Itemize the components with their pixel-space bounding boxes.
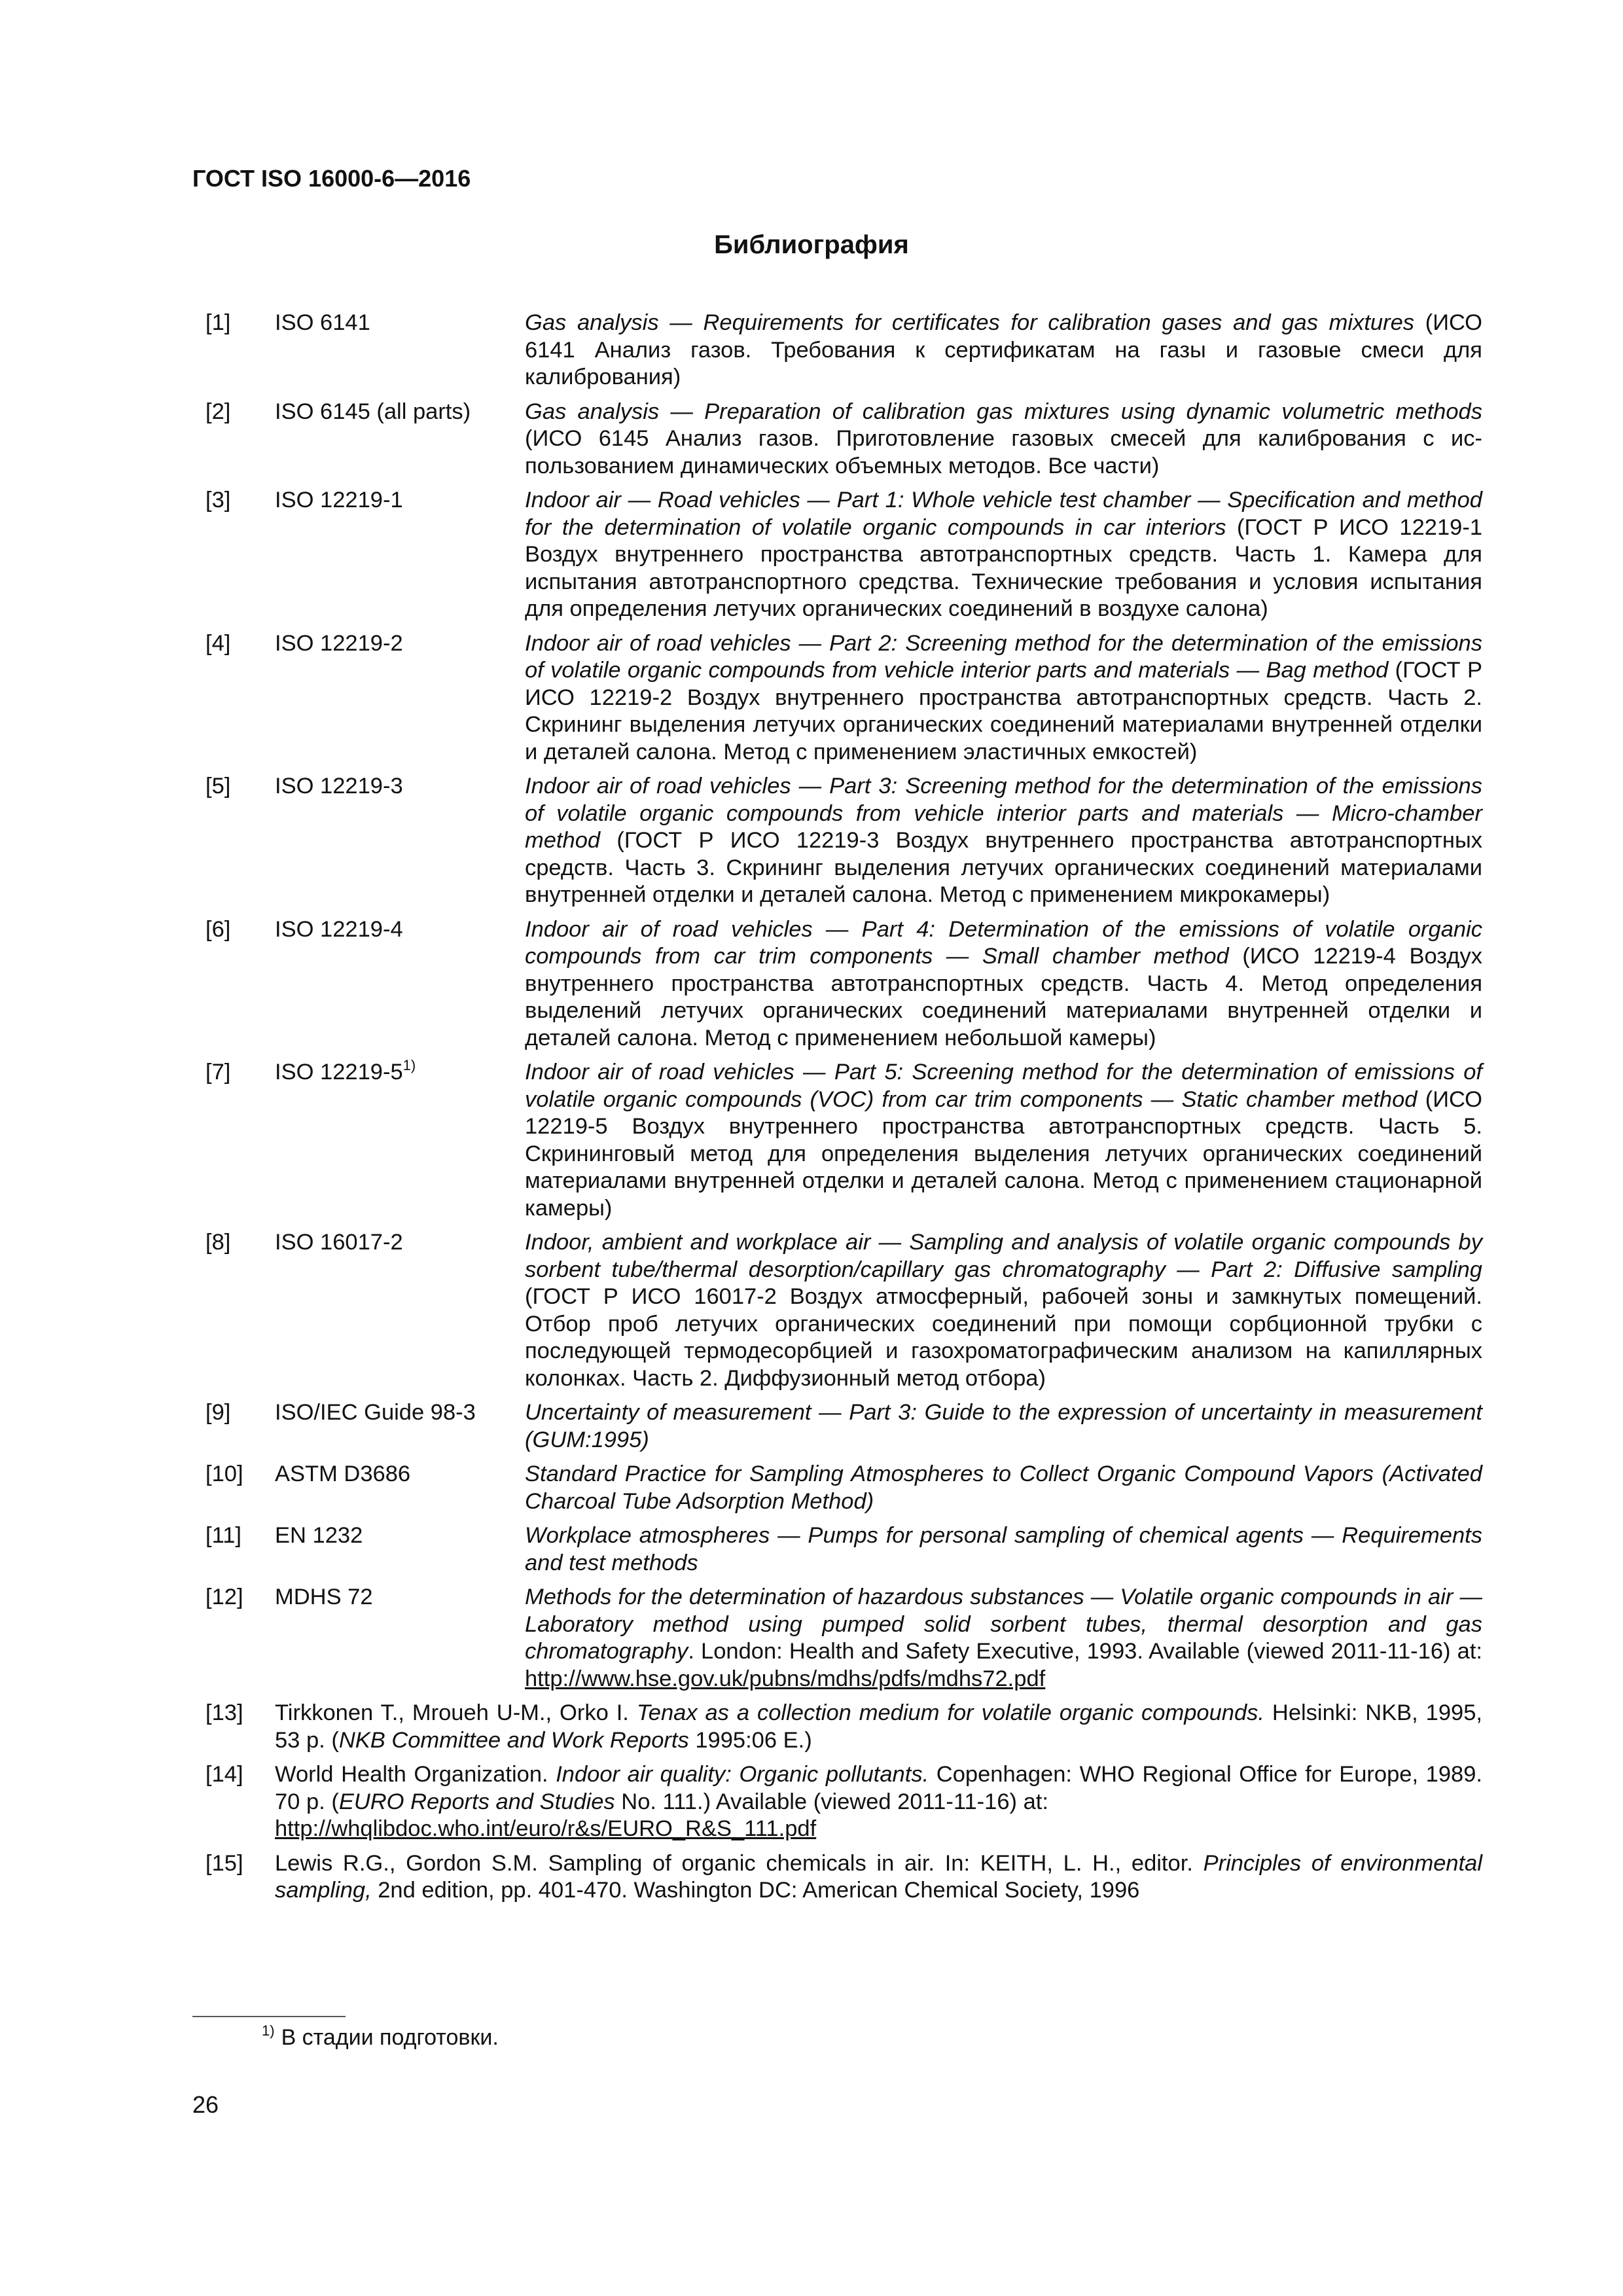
reference-description: World Health Organization. Indoor air quality: Organic pollutants. Copenhagen: WHO Regional Office for Europe, 1989. 70 p. (EURO Reports and Studies No. 111.) Available (viewed 2011-11-16) at: http://whqlibdoc.who.int/euro/r&s/EURO_R&S_111.pdf	[275, 1762, 1482, 1841]
reference-standard: ISO 12219-1	[275, 488, 403, 512]
reference-number: [12]	[205, 1585, 243, 1609]
reference-description: Indoor air — Road vehicles — Part 1: Whole vehicle test chamber — Specification and method for the determination of volatile organic compounds in car interiors (ГОСТ Р ИСО 12219-1 Воздух внутреннего пространства автотранспортных средств. Часть 1. Камера для испытания автотранспортного средства. Технические требования и условия испытания для определения летучих органических соединений в воздухе салона)	[525, 488, 1483, 621]
reference-entry	[192, 487, 1482, 623]
reference-description: Indoor air of road vehicles — Part 2: Screening method for the determination of the emissions of volatile organic compounds from vehicle interior parts and materials — Bag method (ГОСТ Р ИСО 12219-2 Воздух внутреннего пространства автотранспортных средств. Часть 2. Скрининг выделения летучих органических соединений материалами внутренней отделки и деталей салона. Метод с применением эластичных емкостей)	[525, 630, 1482, 764]
reference-description: Lewis R.G., Gordon S.M. Sampling of organic chemicals in air. In: KEITH, L. H., editor. Principles of environmental sampling, 2nd edition, pp. 401-470. Washington DC: American Chemical Society, 1996	[275, 1850, 1483, 1903]
reference-standard: ISO 16017-2	[275, 1230, 403, 1255]
reference-standard: ISO 12219-2	[275, 630, 403, 656]
reference-description: Tirkkonen T., Mroueh U-M., Orko I. Tenax as a collection medium for volatile organic compounds. Helsinki: NKB, 1995, 53 p. (NKB Committee and Work Reports 1995:06 E.)	[275, 1700, 1483, 1753]
reference-link[interactable]: http://whqlibdoc.who.int/euro/r&s/EURO_R&S_111.pdf	[275, 1816, 817, 1841]
reference-description: Workplace atmospheres — Pumps for personal sampling of chemical agents — Requirements and test methods	[525, 1523, 1482, 1575]
reference-number: [4]	[205, 630, 231, 656]
reference-number: [3]	[205, 488, 231, 512]
footnote	[262, 2022, 499, 2051]
reference-description: Methods for the determination of hazardous substances — Volatile organic compounds in air — Laboratory method using pumped solid sorbent tubes, thermal desorption and gas chromatography. London: Health and Safety Executive, 1993. Available (viewed 2011-11-16) at: http://www.hse.gov.uk/pubns/mdhs/pdfs/mdhs72.pdf	[525, 1585, 1482, 1691]
reference-entry	[192, 1522, 1482, 1577]
reference-description: Gas analysis — Requirements for certificates for calibration gases and gas mixtures (ИСО 6141 Анализ газов. Требования к сертификатам на газы и газовые смеси для калибрования)	[525, 310, 1482, 389]
reference-description: Indoor air of road vehicles — Part 5: Screening method for the determination of emissions of volatile organic compounds (VOC) from car trim components — Static chamber method (ИСО 12219-5 Воздух внутреннего пространства автотранспортных средств. Часть 5. Скрининговый метод для определения выделения летучих органических соединений материалами внутренней отделки и деталей салона. Метод с применением стационарной камеры)	[525, 1060, 1482, 1221]
reference-description: Uncertainty of measurement — Part 3: Guide to the expression of uncertainty in measurement (GUM:1995)	[525, 1400, 1482, 1452]
reference-entry	[192, 1399, 1482, 1454]
reference-standard: ASTM D3686	[275, 1462, 411, 1486]
bibliography-list	[192, 310, 1482, 1912]
reference-number: [1]	[205, 310, 231, 335]
reference-number: [15]	[205, 1850, 243, 1876]
reference-description: Indoor air of road vehicles — Part 3: Screening method for the determination of the emissions of volatile organic compounds from vehicle interior parts and materials — Micro-chamber method (ГОСТ Р ИСО 12219-3 Воздух внутреннего пространства автотранспортных средств. Часть 3. Скрининг выделения летучих органических соединений материалами внутренней отделки и деталей салона. Метод с применением микрокамеры)	[525, 774, 1482, 907]
footnote-text: В стадии подготовки.	[281, 2025, 499, 2050]
reference-entry	[192, 916, 1482, 1052]
reference-entry	[192, 1761, 1482, 1843]
reference-entry	[192, 1850, 1482, 1905]
reference-entry	[192, 399, 1482, 480]
reference-standard: ISO 12219-5$^{1)}$	[275, 1057, 416, 1085]
reference-standard: ISO 6141	[275, 310, 370, 335]
footnote-mark: 1)	[262, 2022, 275, 2039]
reference-entry	[192, 1700, 1482, 1754]
reference-description: Indoor air of road vehicles — Part 4: Determination of the emissions of volatile organic compounds from car trim components — Small chamber method (ИСО 12219-4 Воздух внутреннего пространства автотранспортных средств. Часть 4. Метод определения выделений летучих органических соединений материалами внутренней отделки и деталей салона. Метод с применением небольшой камеры)	[525, 916, 1482, 1050]
footnote-marker: 1)	[402, 1057, 416, 1073]
reference-standard: MDHS 72	[275, 1585, 373, 1609]
reference-number: [5]	[205, 774, 231, 798]
reference-description: Standard Practice for Sampling Atmospheres to Collect Organic Compound Vapors (Activated Charcoal Tube Adsorption Method)	[525, 1462, 1482, 1514]
reference-standard: ISO/IEC Guide 98-3	[275, 1400, 476, 1425]
reference-number: [2]	[205, 399, 231, 424]
reference-number: [10]	[205, 1462, 243, 1486]
reference-entry	[192, 1461, 1482, 1515]
reference-entry	[192, 1059, 1482, 1222]
reference-number: [9]	[205, 1400, 231, 1425]
page-number: 26	[192, 2091, 219, 2118]
reference-entry	[192, 1584, 1482, 1693]
reference-standard: ISO 12219-4	[275, 916, 403, 942]
reference-number: [11]	[205, 1523, 241, 1548]
reference-standard: EN 1232	[275, 1523, 363, 1548]
reference-number: [7]	[205, 1060, 231, 1085]
footnote-divider	[192, 2016, 346, 2017]
reference-entry	[192, 1229, 1482, 1392]
reference-link[interactable]: http://www.hse.gov.uk/pubns/mdhs/pdfs/mdhs72.pdf	[525, 1666, 1046, 1691]
reference-entry	[192, 310, 1482, 391]
reference-number: [13]	[205, 1700, 243, 1725]
reference-number: [6]	[205, 916, 231, 942]
reference-number: [8]	[205, 1230, 231, 1255]
document-code: ГОСТ ISO 16000-6—2016	[192, 165, 471, 192]
page-title: Библиография	[714, 230, 909, 259]
reference-standard: ISO 12219-3	[275, 774, 403, 798]
reference-description: Indoor, ambient and workplace air — Sampling and analysis of volatile organic compounds by sorbent tube/thermal desorption/capillary gas chromatography — Part 2: Diffusive sampling (ГОСТ Р ИСО 16017-2 Воздух атмосферный, рабочей зоны и замкнутых помещений. Отбор проб летучих органических соединений при помощи сорбционной трубки с последующей термодесорбцией и газохроматографическим анализом на капиллярных колонках. Часть 2. Диффузионный метод отбора)	[525, 1230, 1482, 1391]
reference-number: [14]	[205, 1762, 243, 1787]
reference-description: Gas analysis — Preparation of calibration gas mixtures using dynamic volumetric methods (ИСО 6145 Анализ газов. Приготовление газовых смесей для калибрования с использованием динамических объемных методов. Все части)	[525, 399, 1482, 478]
reference-standard: ISO 6145 (all parts)	[275, 399, 471, 424]
reference-entry	[192, 630, 1482, 766]
reference-entry	[192, 773, 1482, 909]
